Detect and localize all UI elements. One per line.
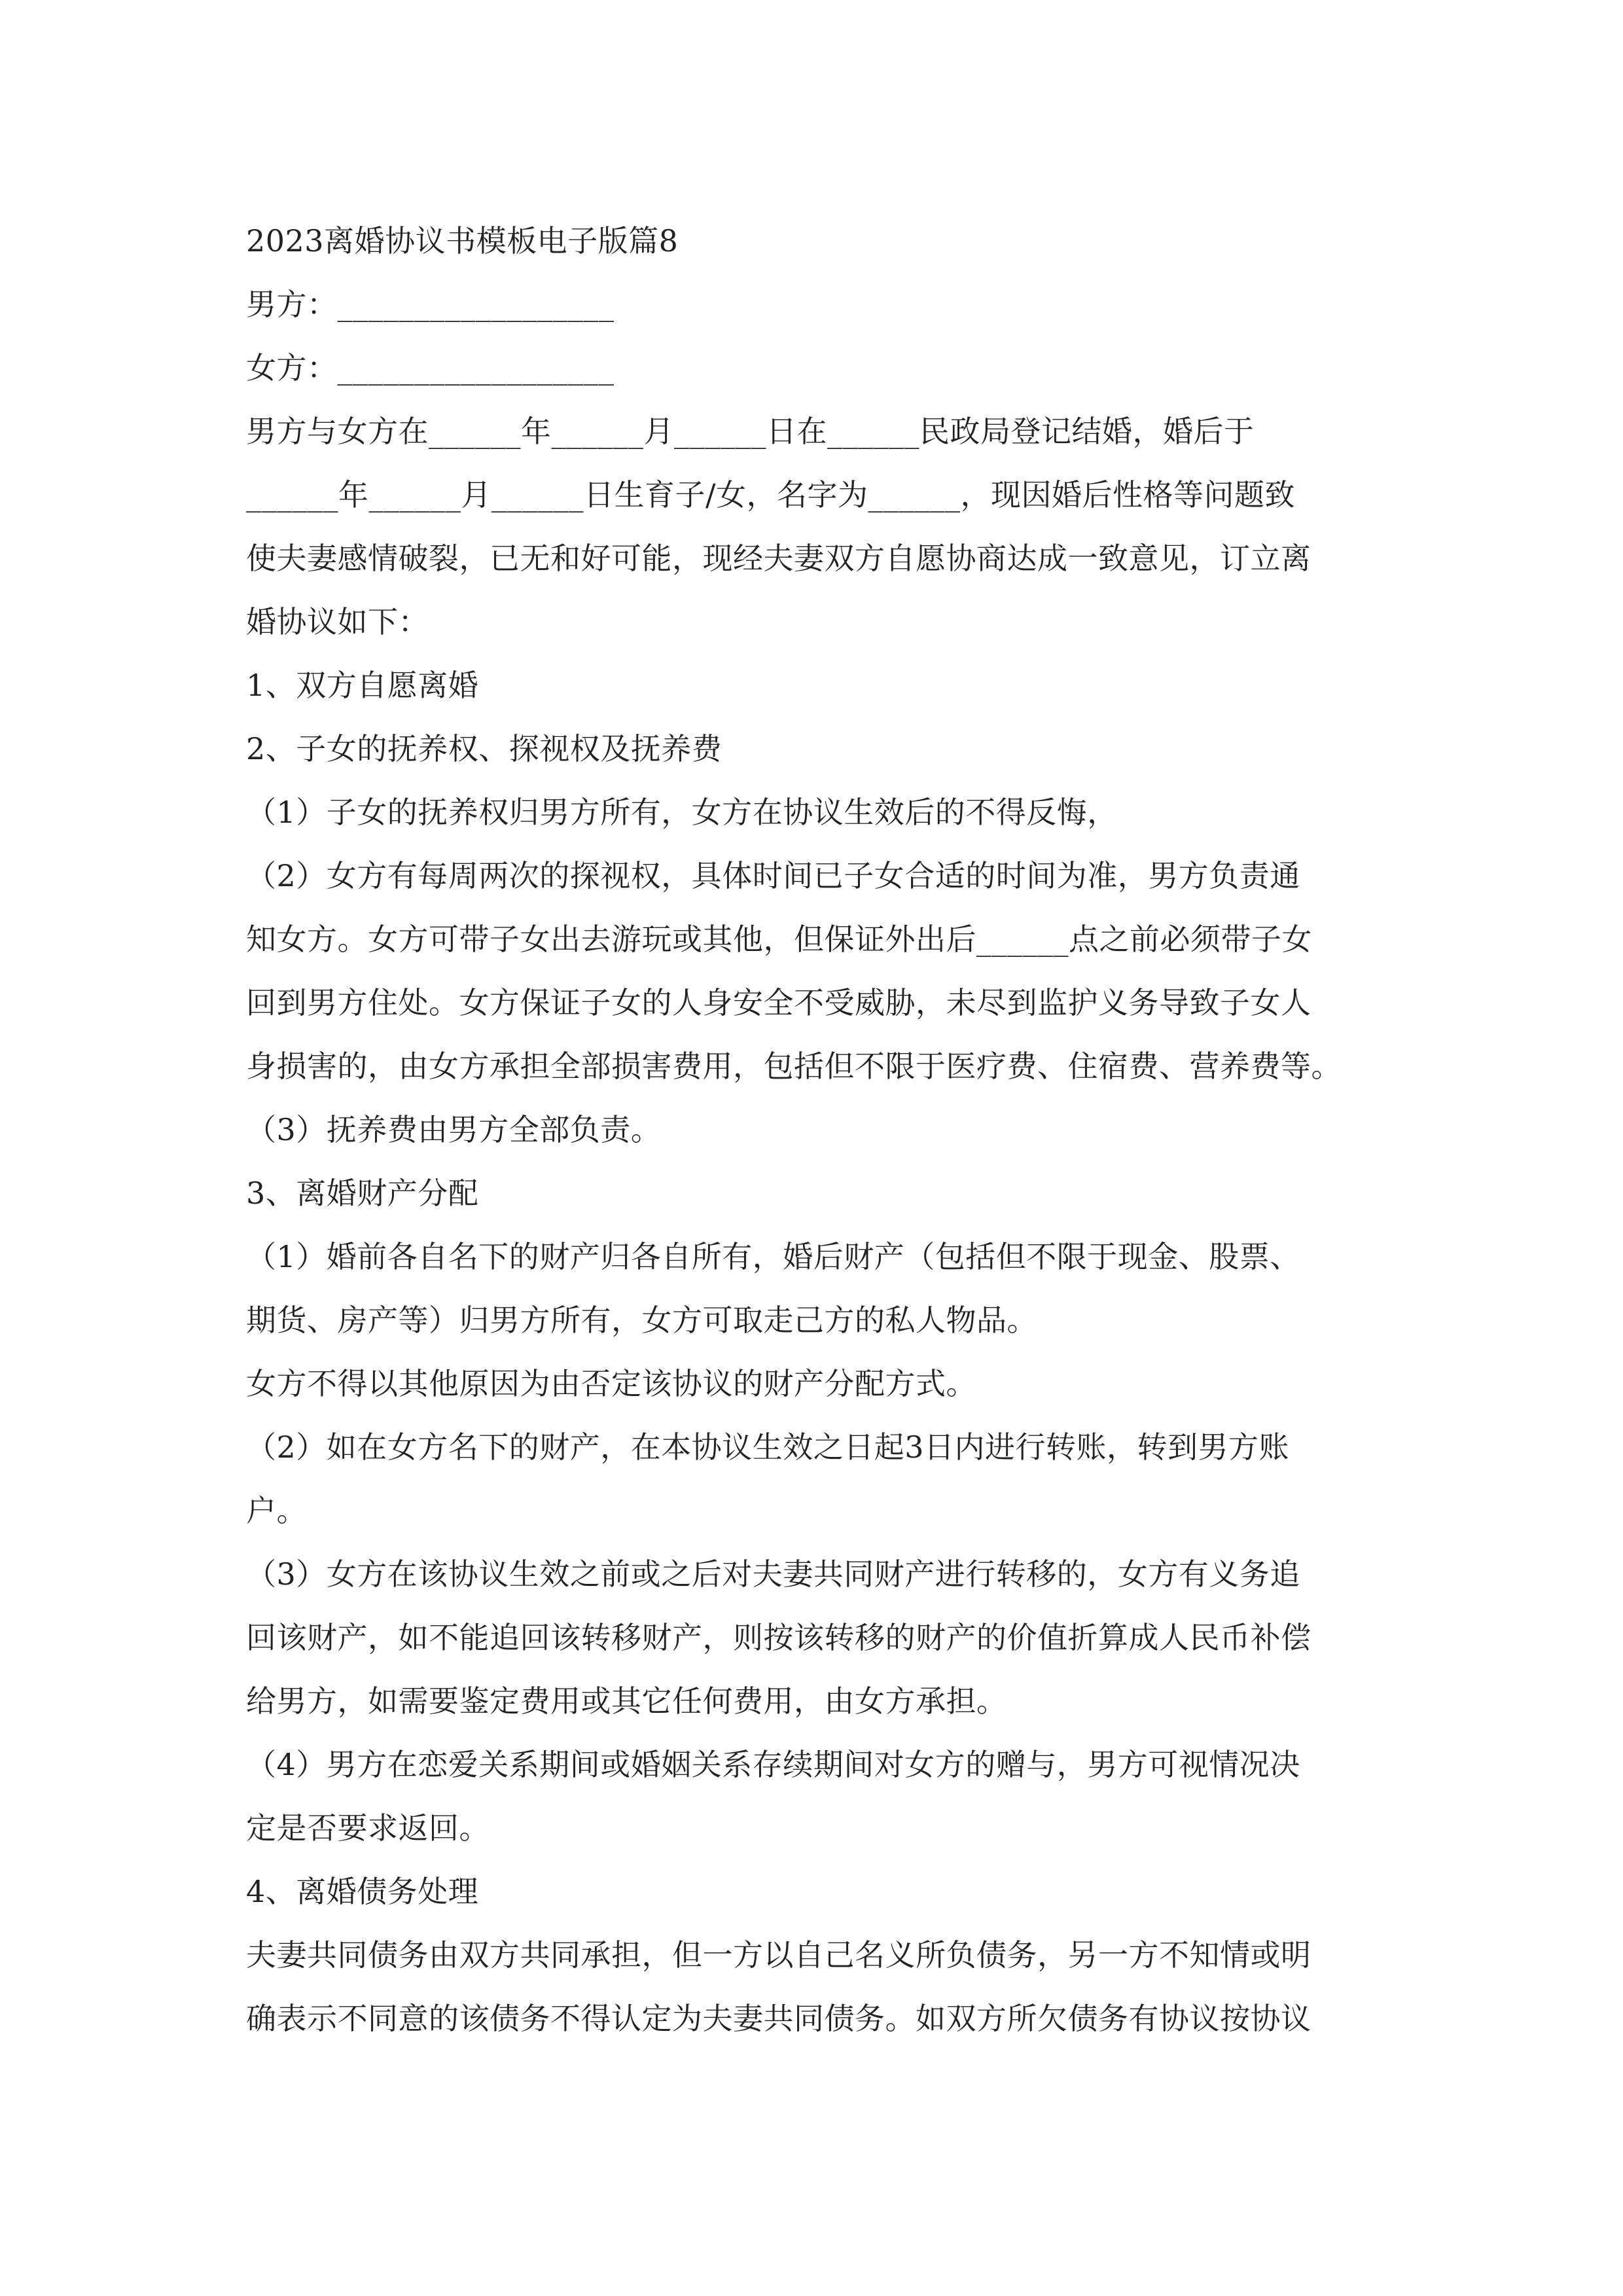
female-party-line: 女方：__________________ (246, 350, 615, 386)
property-item-3-line: 回该财产，如不能追回该转移财产，则按该转移的财产的价值折算成人民币补偿 (246, 1620, 1311, 1655)
intro-line: ______年______月______日生育子/女，名字为______，现因婚后性格等问题致 (246, 477, 1295, 512)
debt-text-line: 夫妻共同债务由双方共同承担，但一方以自己名义所负债务，另一方不知情或明 (246, 1937, 1311, 1973)
document-title: 2023离婚协议书模板电子版篇8 (246, 223, 679, 259)
property-note: 女方不得以其他原因为由否定该协议的财产分配方式。 (246, 1366, 976, 1401)
property-item-1-line: （1）婚前各自名下的财产归各自所有，婚后财产（包括但不限于现金、股票、 (246, 1239, 1300, 1274)
male-party-line: 男方：__________________ (246, 287, 615, 322)
intro-line: 男方与女方在______年______月______日在______民政局登记结婚，婚后于 (246, 414, 1255, 449)
visitation-item-line: 身损害的，由女方承担全部损害费用，包括但不限于医疗费、住宿费、营养费等。 (246, 1049, 1342, 1084)
support-item-3: （3）抚养费由男方全部负责。 (246, 1112, 662, 1147)
property-item-1-line: 期货、房产等）归男方所有，女方可取走己方的私人物品。 (246, 1302, 1037, 1338)
section-heading-1: 1、双方自愿离婚 (246, 668, 479, 703)
property-item-2-line: （2）如在女方名下的财产，在本协议生效之日起3日内进行转账，转到男方账 (246, 1429, 1290, 1465)
section-heading-3: 3、离婚财产分配 (246, 1175, 479, 1211)
property-item-4-line: （4）男方在恋爱关系期间或婚姻关系存续期间对女方的赠与，男方可视情况决 (246, 1747, 1300, 1782)
document-body (246, 209, 1378, 2051)
debt-text-line: 确表示不同意的该债务不得认定为夫妻共同债务。如双方所欠债务有协议按协议 (246, 2001, 1311, 2036)
property-item-2-line: 户。 (246, 1493, 307, 1528)
property-item-4-line: 定是否要求返回。 (246, 1810, 490, 1846)
visitation-item-line: （2）女方有每周两次的探视权，具体时间已子女合适的时间为准，男方负责通 (246, 858, 1300, 893)
section-heading-4: 4、离婚债务处理 (246, 1874, 479, 1909)
custody-item-1: （1）子女的抚养权归男方所有，女方在协议生效后的不得反悔， (246, 795, 1118, 830)
property-item-3-line: （3）女方在该协议生效之前或之后对夫妻共同财产进行转移的，女方有义务追 (246, 1556, 1300, 1592)
section-heading-2: 2、子女的抚养权、探视权及抚养费 (246, 731, 722, 766)
intro-line: 婚协议如下： (246, 604, 429, 639)
property-item-3-line: 给男方，如需要鉴定费用或其它任何费用，由女方承担。 (246, 1683, 1007, 1719)
intro-line: 使夫妻感情破裂，已无和好可能，现经夫妻双方自愿协商达成一致意见，订立离 (246, 541, 1311, 576)
visitation-item-line: 回到男方住处。女方保证子女的人身安全不受威胁，未尽到监护义务导致子女人 (246, 985, 1311, 1020)
visitation-item-line: 知女方。女方可带子女出去游玩或其他，但保证外出后______点之前必须带子女 (246, 922, 1312, 957)
